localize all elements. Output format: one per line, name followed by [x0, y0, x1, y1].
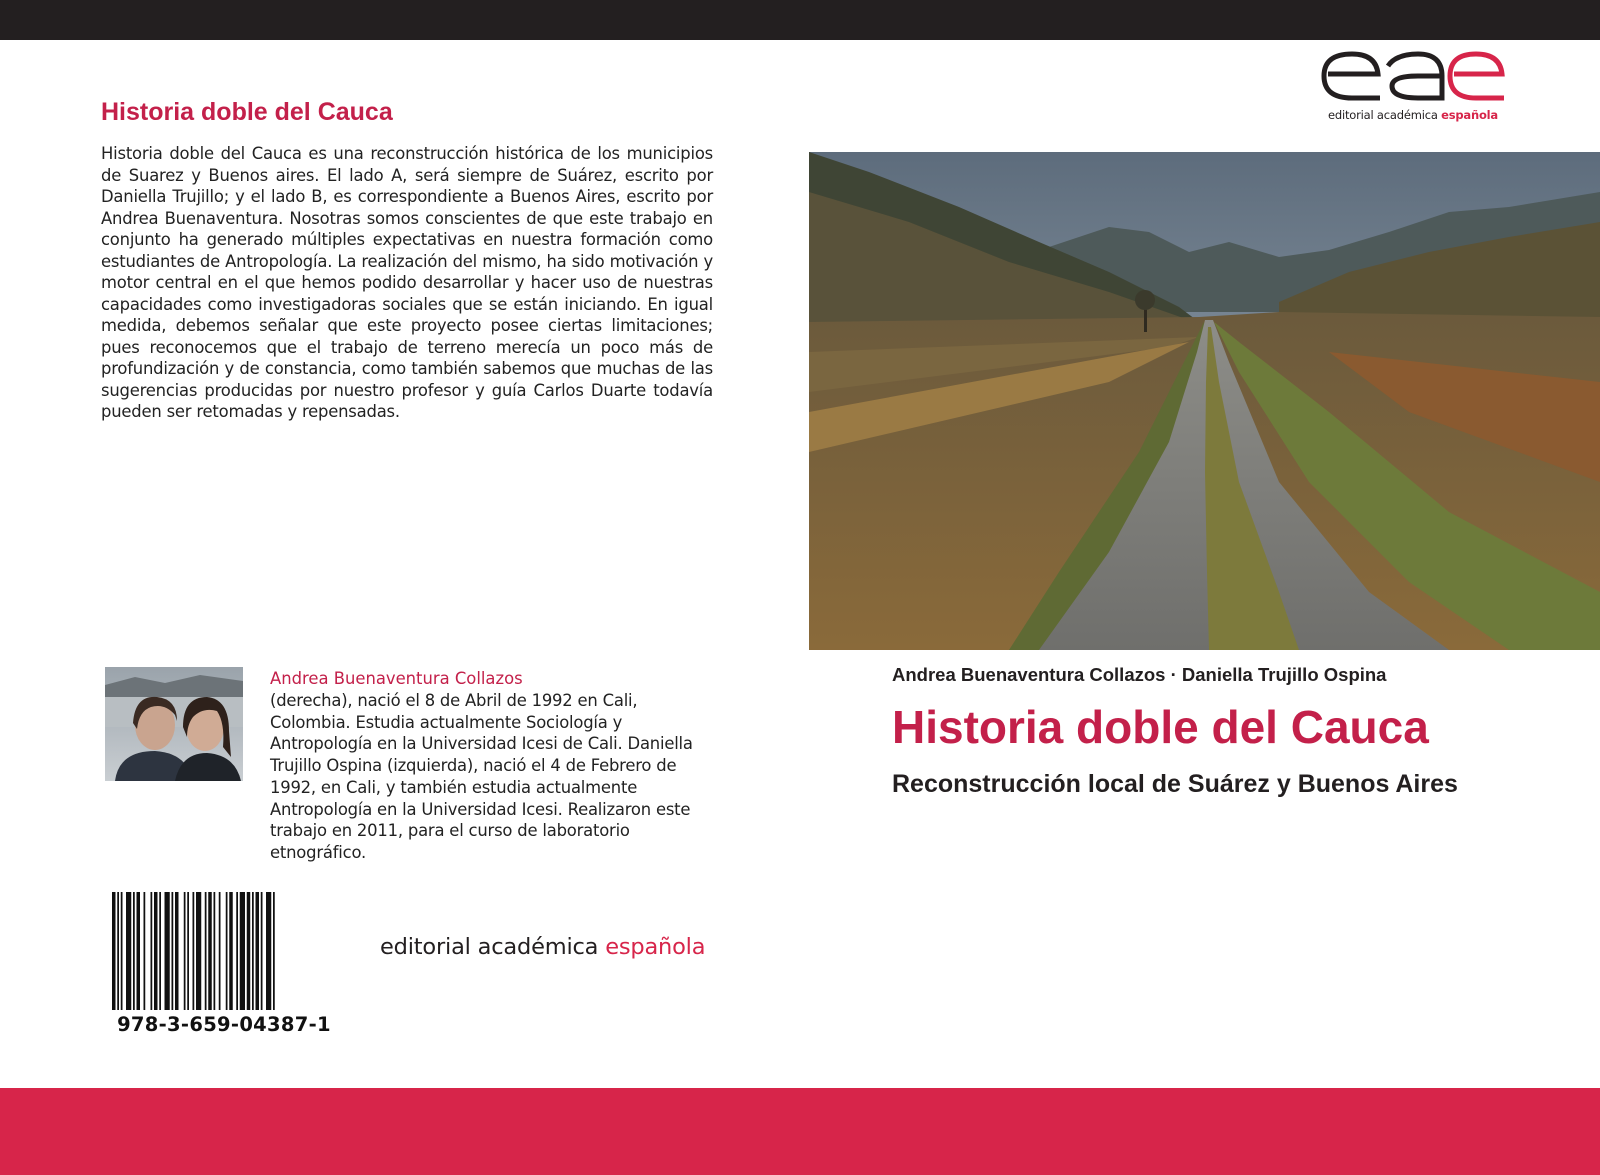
- publisher-name-accent: española: [605, 934, 706, 960]
- isbn-barcode: [112, 892, 336, 1010]
- cover-photo: [809, 152, 1600, 650]
- authors-photo: [105, 667, 243, 781]
- back-cover-blurb: Historia doble del Cauca es una reconstrucción histórica de los municipios de Suarez y Buenos aires. El lado A, será siempre de Suárez, escrito por Daniella Trujillo; y el lado B, es correspondiente a Buenos Aires, escrito por Andrea Buenaventura. Nosotras somos conscientes de que este trabajo en conjunto ha generado múltiples expectativas en nuestra formación como estudiantes de Antropología. La realización del mismo, ha sido motivación y motor central en el que hemos podido desarrollar y hacer uso de nuestras capacidades como investigadoras sociales que se están iniciando. En igual medida, debemos señalar que este proyecto posee ciertas limitaciones; pues reconocemos que el trabajo de terreno merecía un poco más de profundización y de constancia, como también sabemos que muchas de las sugerencias producidas por nuestro profesor y guía Carlos Duarte todavía pueden ser retomadas y repensadas.: [101, 144, 713, 421]
- eae-logo-icon: [1318, 46, 1508, 106]
- publisher-logo: [1318, 46, 1508, 122]
- back-cover-title: Historia doble del Cauca: [101, 98, 393, 126]
- logo-text: [1318, 108, 1508, 122]
- logo-text-accent: española: [1441, 108, 1498, 122]
- front-cover-authors: Andrea Buenaventura Collazos · Daniella Trujillo Ospina: [892, 664, 1387, 685]
- author-name: Andrea Buenaventura Collazos: [270, 669, 523, 688]
- publisher-name-main: editorial académica: [380, 934, 606, 960]
- front-cover-title: Historia doble del Cauca: [892, 701, 1429, 753]
- author-bio: (derecha), nació el 8 de Abril de 1992 en Cali, Colombia. Estudia actualmente Sociología y Antropología en la Universidad Icesi de Cali. Daniella Trujillo Ospina (izquierda), nació el 4 de Febrero de 1992, en Cali, y también estudia actualmente Antropología en la Universidad Icesi. Realizaron este trabajo en 2011, para el curso de laboratorio etnográfico.: [270, 691, 693, 862]
- top-bar: [0, 0, 1600, 40]
- logo-text-main: editorial académica: [1328, 108, 1442, 122]
- isbn-number: 978-3-659-04387-1: [117, 1013, 331, 1036]
- front-cover-subtitle: Reconstrucción local de Suárez y Buenos Aires: [892, 770, 1458, 798]
- bottom-color-band: [0, 1088, 1600, 1175]
- publisher-name: [380, 934, 705, 960]
